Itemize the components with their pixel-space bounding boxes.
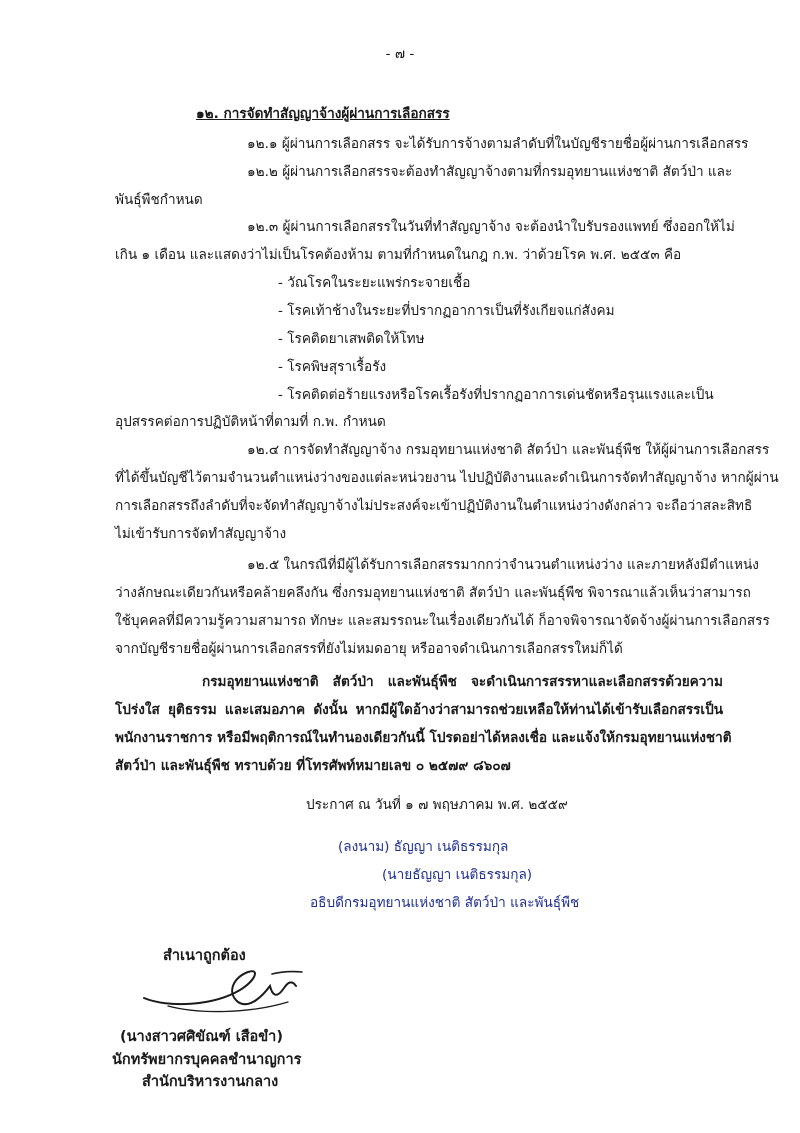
statement-line3: พนักงานราชการ หรือมีพฤติการณ์ในทำนองเดียวกันนี้ โปรดอย่าได้หลงเชื่อ และแจ้งให้กรมอุทยานแห่งชาติ — [115, 730, 732, 746]
paragraph-12-4-line1: ๑๒.๔ การจัดทำสัญญาจ้าง กรมอุทยานแห่งชาติ สัตว์ป่า และพันธุ์พืช ให้ผู้ผ่านการเลือกสรร — [247, 442, 770, 458]
disease-item: - โรคเท้าช้างในระยะที่ปรากฏอาการเป็นที่รังเกียจแก่สังคม — [278, 299, 615, 321]
statement-line4: สัตว์ป่า และพันธุ์พืช ทราบด้วย ที่โทรศัพท์หมายเลข ๐ ๒๕๗๙ ๘๖๐๗ — [115, 758, 511, 774]
paragraph-12-4-line3: การเลือกสรรถึงลำดับที่จะจัดทำสัญญาจ้างไม่ประสงค์จะเข้าปฏิบัติงานในตำแหน่งว่างดังกล่าว จะถือว่าสละสิทธิ — [115, 498, 753, 514]
paragraph-12-4-line4: ไม่เข้ารับการจัดทำสัญญาจ้าง — [115, 526, 287, 542]
section-heading: ๑๒. การจัดทำสัญญาจ้างผู้ผ่านการเลือกสรร — [196, 106, 450, 122]
disease-continuation: อุปสรรคต่อการปฏิบัติหน้าที่ตามที่ ก.พ. กำหนด — [115, 414, 386, 430]
paragraph-12-2-line2: พันธุ์พืชกำหนด — [115, 192, 203, 208]
paragraph-12-5-line2: ว่างลักษณะเดียวกันหรือคล้ายคลึงกัน ซึ่งกรมอุทยานแห่งชาติ สัตว์ป่า และพันธุ์พืช พิจารณาแล้วเห็นว่าสามารถ — [115, 585, 751, 601]
certified-title: สำเนาถูกต้อง — [163, 948, 246, 964]
certifier-name: (นางสาวศศิขัณฑ์ เสือขำ) — [120, 1029, 283, 1045]
paragraph-12-3-line1: ๑๒.๓ ผู้ผ่านการเลือกสรรในวันที่ทำสัญญาจ้าง จะต้องนำใบรับรองแพทย์ ซึ่งออกให้ไม่ — [247, 219, 735, 235]
disease-item: - วัณโรคในระยะแพร่กระจายเชื้อ — [278, 271, 470, 293]
disease-item: - โรคติดยาเสพติดให้โทษ — [278, 327, 425, 349]
paragraph-12-1: ๑๒.๑ ผู้ผ่านการเลือกสรร จะได้รับการจ้างตามลำดับที่ในบัญชีรายชื่อผู้ผ่านการเลือกสรร — [247, 136, 749, 152]
signatory-position: อธิบดีกรมอุทยานแห่งชาติ สัตว์ป่า และพันธุ์พืช — [310, 895, 580, 911]
paragraph-12-5-line4: จากบัญชีรายชื่อผู้ผ่านการเลือกสรรที่ยังไม่หมดอายุ หรืออาจดำเนินการเลือกสรรใหม่ก็ได้ — [115, 641, 623, 657]
disease-item: - โรคติดต่อร้ายแรงหรือโรคเรื้อรังที่ปรากฏอาการเด่นชัดหรือรุนแรงและเป็น — [278, 383, 714, 405]
certifier-position: นักทรัพยากรบุคคลชำนาญการ — [112, 1052, 302, 1068]
signed-by: (ลงนาม) ธัญญา เนติธรรมกุล — [338, 839, 509, 855]
paragraph-12-4-line2: ที่ได้ขึ้นบัญชีไว้ตามจำนวนตำแหน่งว่างของแต่ละหน่วยงาน ไปปฏิบัติงานและดำเนินการจัดทำสัญญาจ้าง หากผู้ผ่าน — [115, 470, 779, 486]
certifier-office: สำนักบริหารงานกลาง — [142, 1074, 279, 1090]
handwritten-signature-icon — [138, 962, 313, 1022]
page-number: - ๗ - — [385, 46, 415, 62]
announce-date: ประกาศ ณ วันที่ ๑ ๗ พฤษภาคม พ.ศ. ๒๕๕๙ — [306, 797, 568, 813]
paragraph-12-3-line2: เกิน ๑ เดือน และแสดงว่าไม่เป็นโรคต้องห้าม ตามที่กำหนดในกฎ ก.พ. ว่าด้วยโรค พ.ศ. ๒๕๕๓ คือ — [115, 247, 682, 263]
statement-line2: โปร่งใส ยุติธรรม และเสมอภาค ดังนั้น หากมีผู้ใดอ้างว่าสามารถช่วยเหลือให้ท่านได้เข้ารับเลือกสรรเป็น — [115, 702, 723, 718]
statement-line1: กรมอุทยานแห่งชาติ สัตว์ป่า และพันธุ์พืช จะดำเนินการสรรหาและเลือกสรรด้วยความ — [202, 674, 723, 690]
disease-item: - โรคพิษสุราเรื้อรัง — [278, 355, 386, 377]
signatory-name: (นายธัญญา เนติธรรมกุล) — [382, 867, 533, 883]
paragraph-12-5-line1: ๑๒.๕ ในกรณีที่มีผู้ได้รับการเลือกสรรมากกว่าจำนวนตำแหน่งว่าง และภายหลังมีตำแหน่ง — [247, 557, 759, 573]
paragraph-12-5-line3: ใช้บุคคลที่มีความรู้ความสามารถ ทักษะ และสมรรถนะในเรื่องเดียวกันได้ ก็อาจพิจารณาจัดจ้างผู้ผ่านการเลือกสรร — [115, 613, 770, 629]
paragraph-12-2-line1: ๑๒.๒ ผู้ผ่านการเลือกสรรจะต้องทำสัญญาจ้างตามที่กรมอุทยานแห่งชาติ สัตว์ป่า และ — [247, 164, 733, 180]
